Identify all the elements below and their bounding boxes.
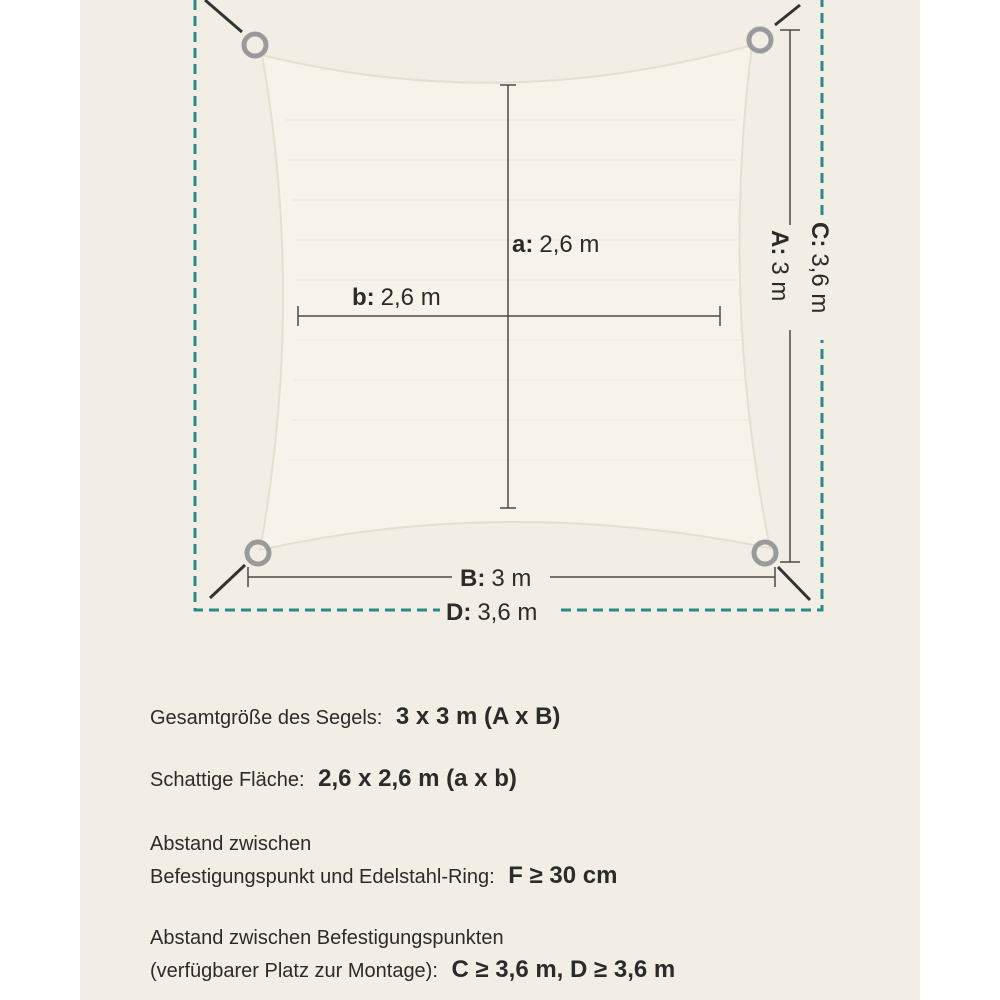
dim-B-label: B: 3 m xyxy=(460,565,532,592)
spec-total-size xyxy=(150,703,560,731)
spec-shade-area xyxy=(150,765,517,793)
dim-C-label: C:3,6 m xyxy=(806,222,833,314)
dim-A-label: A:3 m xyxy=(766,230,793,302)
sail-shape xyxy=(260,45,770,550)
dim-D-label: D: 3,6 m xyxy=(446,599,538,626)
corner-ring-bl xyxy=(247,542,269,564)
spec-mount-distance-label-1: Abstand zwischen Befestigungspunkten xyxy=(150,927,504,949)
spec-total-size-value: 3 x 3 m (A x B) xyxy=(395,703,561,730)
spec-mount-distance-value: C ≥ 3,6 m, D ≥ 3,6 m xyxy=(451,956,676,983)
spec-total-size-label: Gesamtgröße des Segels: xyxy=(150,707,383,729)
spec-ring-distance-label-1: Abstand zwischen xyxy=(150,833,312,855)
spec-shade-area-value: 2,6 x 2,6 m (a x b) xyxy=(318,765,517,792)
spec-ring-distance xyxy=(150,833,617,890)
spec-mount-distance xyxy=(150,927,675,984)
dim-b-label: b: 2,6 m xyxy=(352,284,441,311)
dim-a-label: a: 2,6 m xyxy=(512,231,600,258)
spec-ring-distance-value: F ≥ 30 cm xyxy=(508,862,618,889)
spec-mount-distance-label-2: (verfügbarer Platz zur Montage): xyxy=(150,960,438,982)
corner-ring-tl xyxy=(244,34,266,56)
corner-ring-tr xyxy=(749,29,771,51)
spec-ring-distance-label-2: Befestigungspunkt und Edelstahl-Ring: xyxy=(150,866,495,888)
spec-shade-area-label: Schattige Fläche: xyxy=(150,769,305,791)
